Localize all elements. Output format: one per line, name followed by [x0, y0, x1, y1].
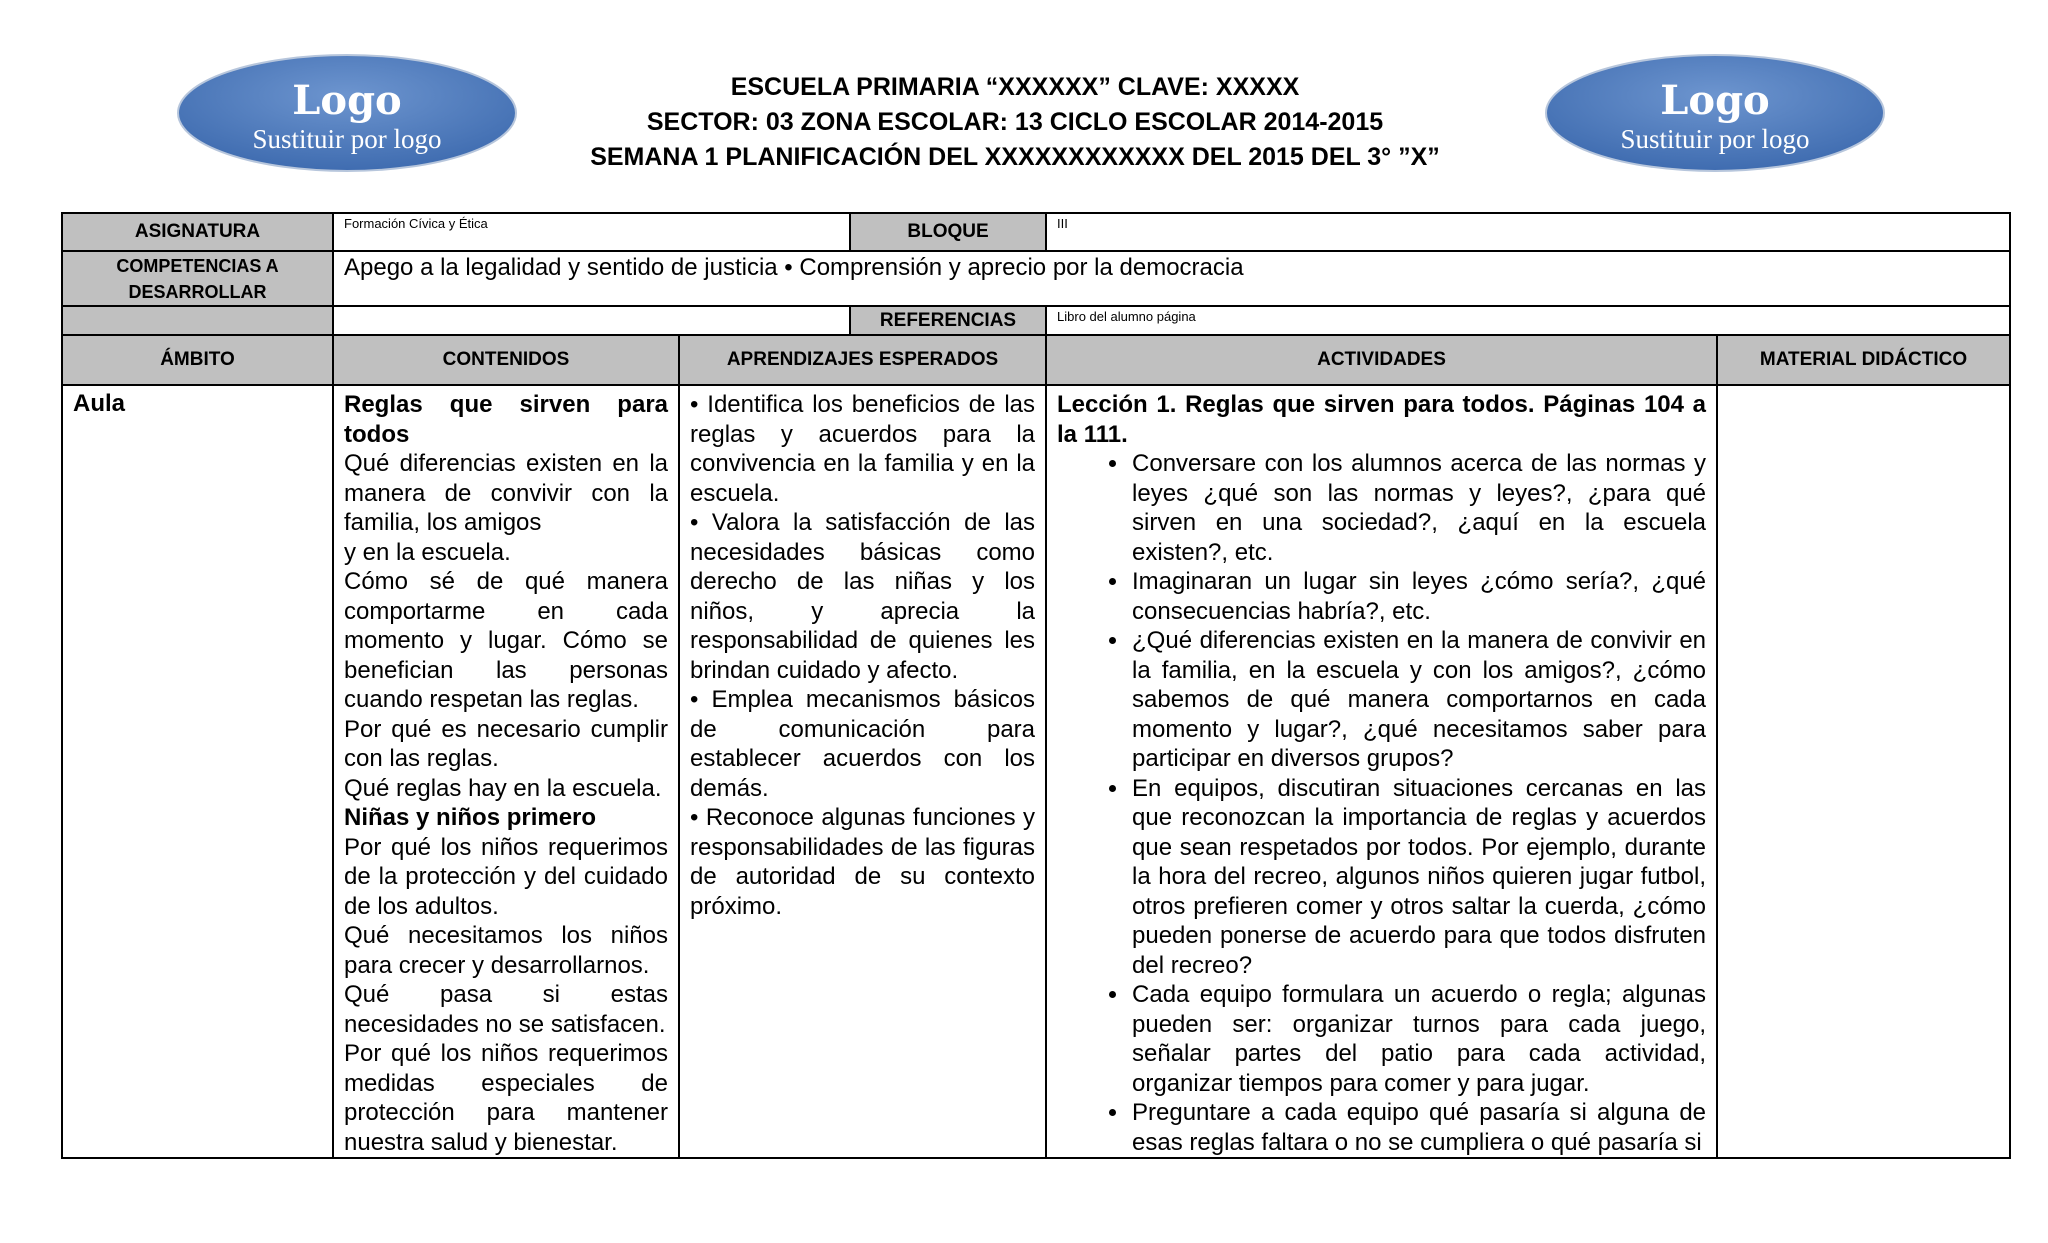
- material-cell: [1717, 385, 2010, 1158]
- contenidos-paragraph: y en la escuela.: [344, 538, 511, 566]
- contenidos-paragraph: Qué reglas hay en la escuela.: [344, 774, 662, 802]
- actividades-lesson-title: Lección 1. Reglas que sirven para todos. Páginas 104 a la 111.: [1057, 391, 1707, 448]
- contenidos-paragraph: Por qué es necesario cumplir con las reglas.: [344, 715, 668, 772]
- bloque-label: BLOQUE: [850, 213, 1046, 251]
- aprendizaje-item: • Emplea mecanismos básicos de comunicación para establecer acuerdos con los demás.: [690, 686, 1036, 802]
- header-aprendizajes: APRENDIZAJES ESPERADOS: [679, 335, 1046, 385]
- actividad-item: • Preguntare a cada equipo qué pasaría si alguna de esas reglas faltara o no se cumpliera o qué pasaría si: [1130, 1098, 1706, 1157]
- referencias-row: [62, 306, 2010, 335]
- actividad-item: • ¿Qué diferencias existen en la manera de convivir en la familia, en la escuela y con los amigos?, ¿cómo sabemos de qué manera comportarnos en cada momento y lugar?, ¿qué necesitamos saber para participar en diversos grupos?: [1130, 626, 1706, 774]
- bloque-value: III: [1046, 213, 2010, 251]
- contenidos-paragraph: Qué pasa si estas necesidades no se satisfacen.: [344, 981, 668, 1038]
- referencias-label: REFERENCIAS: [850, 306, 1046, 335]
- actividades-cell: [1046, 385, 1717, 1158]
- contenidos-paragraph: Qué diferencias existen en la manera de convivir con la familia, los amigos: [344, 450, 668, 536]
- aprendizaje-item: • Reconoce algunas funciones y responsabilidades de las figuras de autoridad de su contexto próximo.: [690, 804, 1036, 920]
- header-actividades: ACTIVIDADES: [1046, 335, 1717, 385]
- actividad-item: • En equipos, discutiran situaciones cercanas en las que reconozcan la importancia de reglas y acuerdos que sean respetados por todos. Por ejemplo, durante la hora del recreo, algunos niños quieren jugar futbol, otros prefieren comer y otros saltar la cuerda, ¿cómo pueden ponerse de acuerdo para que todos disfruten del recreo?: [1130, 774, 1706, 981]
- actividad-item: • Imaginaran un lugar sin leyes ¿cómo sería?, ¿qué consecuencias habría?, etc.: [1130, 567, 1706, 626]
- contenidos-title-2: Niñas y niños primero: [344, 804, 597, 831]
- header-ambito: ÁMBITO: [62, 335, 333, 385]
- contenidos-title-1: Reglas que sirven para todos: [344, 391, 668, 448]
- planning-table: [61, 212, 2011, 1159]
- referencias-blank-cell: [62, 306, 333, 335]
- competencias-label: COMPETENCIAS A DESARROLLAR: [62, 251, 333, 306]
- column-header-row: [62, 335, 2010, 385]
- asignatura-value: Formación Cívica y Ética: [333, 213, 850, 251]
- contenidos-cell: [333, 385, 679, 1158]
- document-header: [540, 70, 1490, 175]
- actividades-list: [1057, 449, 1706, 1157]
- header-sector: SECTOR: 03 ZONA ESCOLAR: 13 CICLO ESCOLAR 2014-2015: [646, 108, 1384, 136]
- svg-text:Logo: Logo: [292, 77, 402, 124]
- competencias-row: [62, 251, 2010, 306]
- actividad-item: • Cada equipo formulara un acuerdo o regla; algunas pueden ser: organizar turnos para cada juego, señalar partes del patio para cada actividad, organizar tiempos para comer y para jugar.: [1130, 980, 1706, 1098]
- contenidos-paragraph: Cómo sé de qué manera comportarme en cada momento y lugar. Cómo se benefician las personas cuando respetan las reglas.: [344, 568, 668, 713]
- svg-text:Logo: Logo: [1660, 77, 1770, 124]
- svg-text:Sustituir por logo: Sustituir por logo: [252, 124, 442, 154]
- logo-left-graphic: [175, 52, 520, 174]
- competencias-value: Apego a la legalidad y sentido de justicia • Comprensión y aprecio por la democracia: [333, 251, 2010, 306]
- aprendizaje-item: • Identifica los beneficios de las reglas y acuerdos para la convivencia en la familia y en la escuela.: [690, 391, 1036, 507]
- logo-left: [175, 52, 520, 174]
- referencias-empty-cell: [333, 306, 850, 335]
- logo-right-graphic: [1543, 52, 1888, 174]
- ambito-cell: Aula: [62, 385, 333, 1158]
- header-week: SEMANA 1 PLANIFICACIÓN DEL XXXXXXXXXXXX DEL 2015 DEL 3° ”X”: [590, 143, 1440, 171]
- actividad-item: • Conversare con los alumnos acerca de las normas y leyes ¿qué son las normas y leyes?, ¿para qué sirven en una sociedad?, ¿aquí en la escuela existen?, etc.: [1130, 449, 1706, 567]
- contenidos-paragraph: Por qué los niños requerimos de la protección y del cuidado de los adultos.: [344, 833, 668, 920]
- contenidos-paragraph: Qué necesitamos los niños para crecer y desarrollarnos.: [344, 922, 668, 979]
- asignatura-row: [62, 213, 2010, 251]
- header-contenidos: CONTENIDOS: [333, 335, 679, 385]
- header-material: MATERIAL DIDÁCTICO: [1717, 335, 2010, 385]
- header-school: ESCUELA PRIMARIA “XXXXXX” CLAVE: XXXXX: [730, 73, 1300, 101]
- aprendizajes-cell: [679, 385, 1046, 1158]
- svg-text:Sustituir por logo: Sustituir por logo: [1620, 124, 1810, 154]
- aprendizaje-item: • Valora la satisfacción de las necesidades básicas como derecho de las niñas y los niños, y aprecia la responsabilidad de quienes les brindan cuidado y afecto.: [690, 509, 1036, 684]
- logo-right: [1543, 52, 1888, 174]
- content-row: [62, 385, 2010, 1158]
- asignatura-label: ASIGNATURA: [62, 213, 333, 251]
- contenidos-paragraph: Por qué los niños requerimos medidas especiales de protección para mantener nuestra salud y bienestar.: [344, 1040, 668, 1156]
- referencias-value: Libro del alumno página: [1046, 306, 2010, 335]
